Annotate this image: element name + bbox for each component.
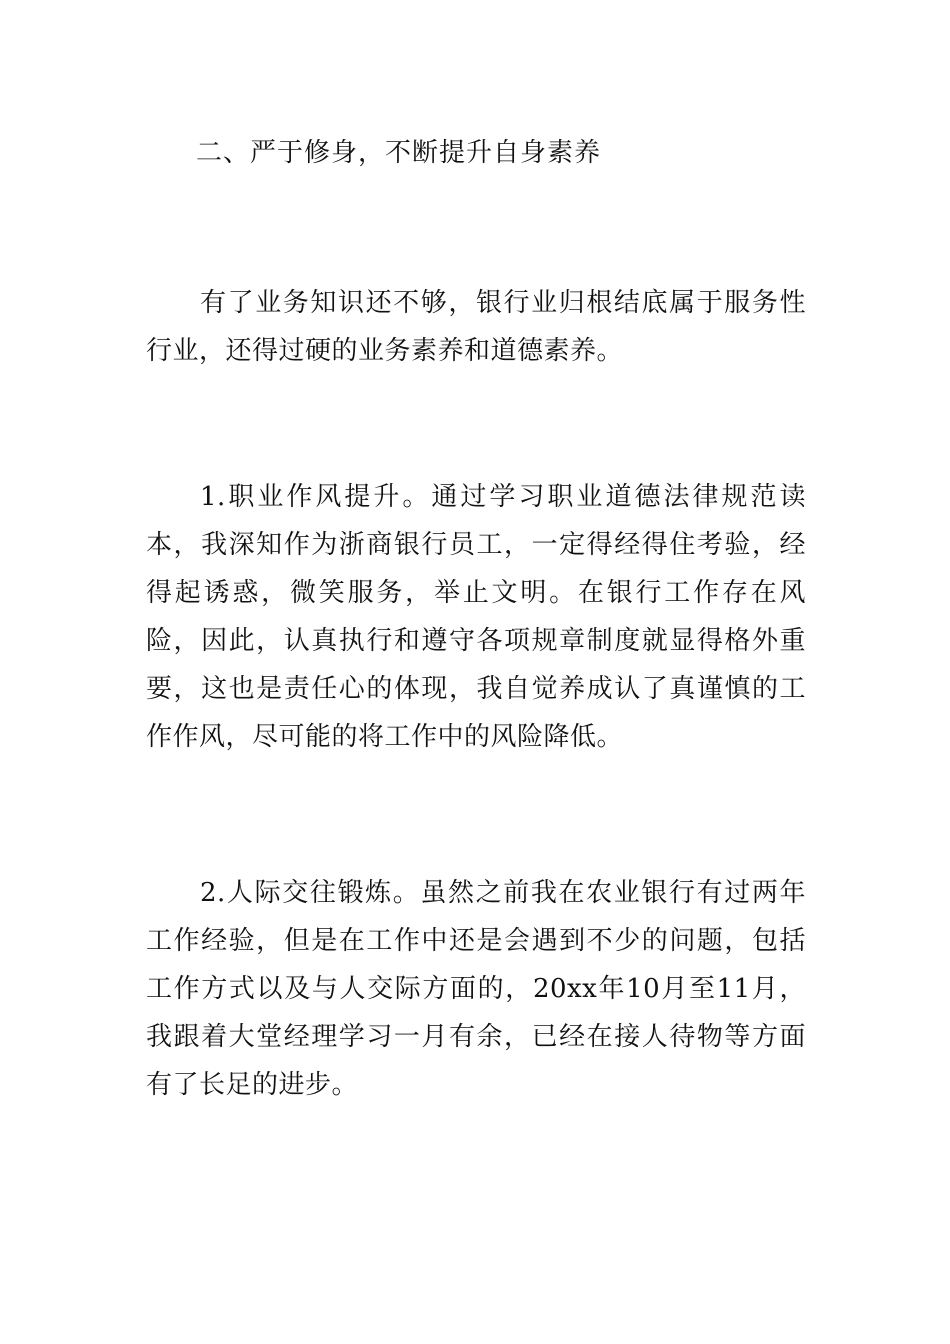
paragraph-intro: 有了业务知识还不够，银行业归根结底属于服务性行业，还得过硬的业务素养和道德素养。 <box>146 288 806 366</box>
section-heading: 二、严于修身，不断提升自身素养 <box>196 138 602 168</box>
paragraph-interpersonal-skills: 2.人际交往锻炼。虽然之前我在农业银行有过两年工作经验，但是在工作中还是会遇到不少的问题，包括工作方式以及与人交际方面的，20xx年10月至11月，我跟着大堂经理学习一月有余，已经在接人待物等方面有了长足的进步。 <box>146 878 806 1100</box>
paragraph-professional-conduct: 1.职业作风提升。通过学习职业道德法律规范读本，我深知作为浙商银行员工，一定得经得住考验，经得起诱惑，微笑服务，举止文明。在银行工作存在风险，因此，认真执行和遵守各项规章制度就显得格外重要，这也是责任心的体现，我自觉养成认了真谨慎的工作作风，尽可能的将工作中的风险降低。 <box>146 482 806 752</box>
